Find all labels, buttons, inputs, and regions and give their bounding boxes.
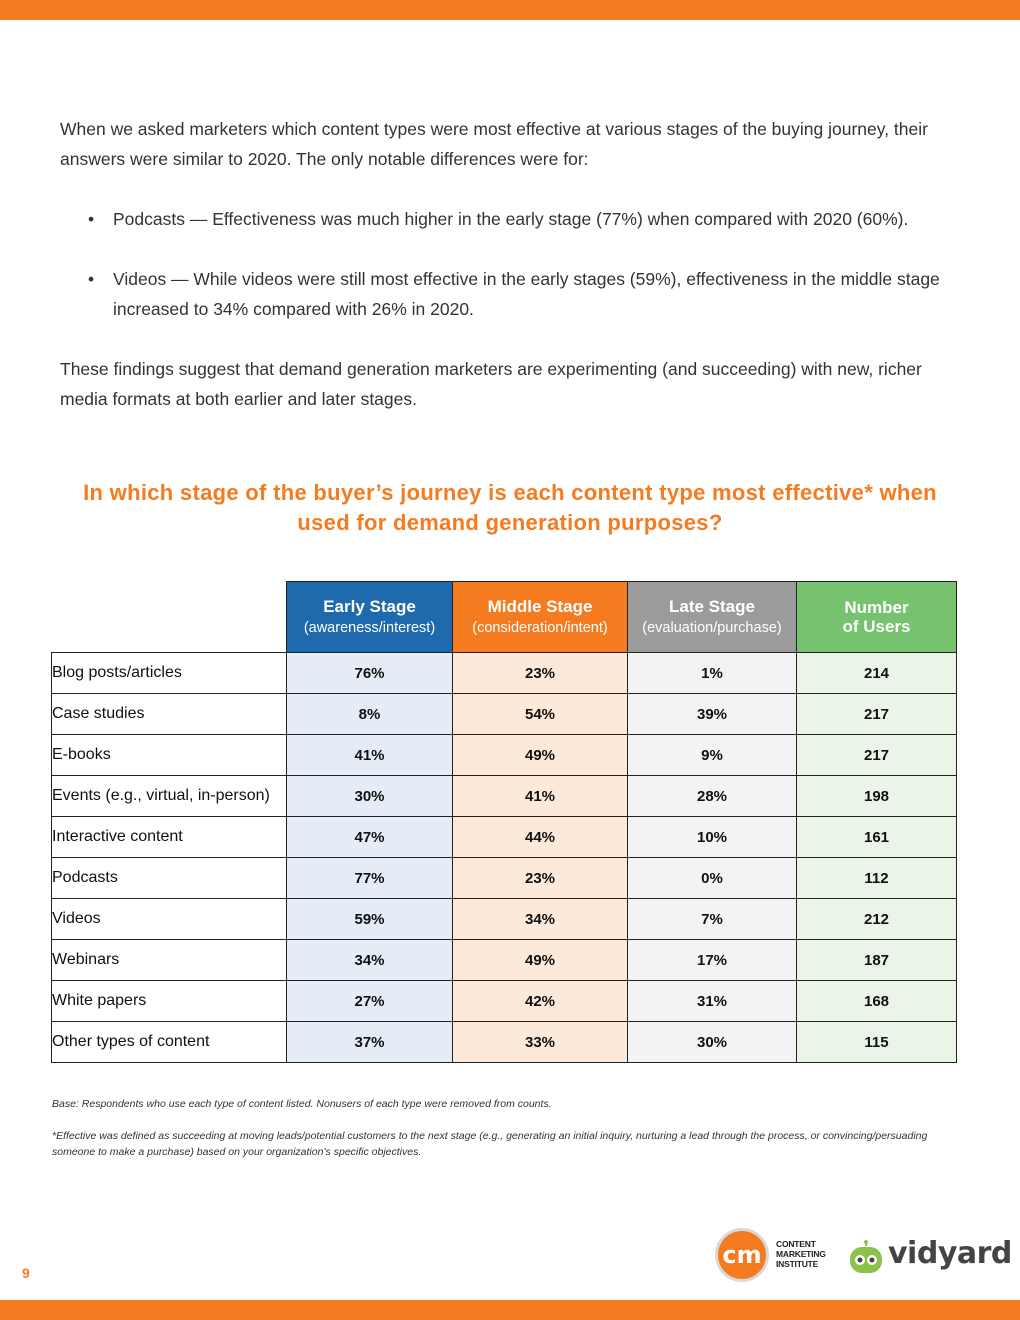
middle-stage-value: 41% [453, 776, 628, 817]
row-label: Podcasts [52, 858, 287, 899]
number-of-users-value: 217 [797, 735, 957, 776]
cmi-logo-mark: cm [715, 1228, 769, 1282]
footnotes [52, 1096, 952, 1176]
row-label: Case studies [52, 694, 287, 735]
bottom-accent-bar [0, 1300, 1020, 1320]
number-of-users-value: 198 [797, 776, 957, 817]
base-note: Base: Respondents who use each type of content listed. Nonusers of each type were removed from counts. [52, 1098, 552, 1110]
middle-stage-value: 54% [453, 694, 628, 735]
table-row [52, 940, 957, 981]
middle-stage-value: 23% [453, 653, 628, 694]
bullet-icon: • [88, 209, 95, 229]
early-stage-value: 77% [287, 858, 453, 899]
intro-paragraph-1: When we asked marketers which content types were most effective at various stages of the buying journey, their answers were similar to 2020. The only notable differences were for: [60, 119, 928, 169]
table-row [52, 858, 957, 899]
table-row [52, 981, 957, 1022]
list-item: • Podcasts — Effectiveness was much higher in the early stage (77%) when compared with 2020 (60%). [60, 204, 970, 234]
chart-title: In which stage of the buyer’s journey is each content type most effective* when used for demand generation purposes? [83, 480, 937, 535]
middle-stage-value: 49% [453, 735, 628, 776]
number-of-users-value: 214 [797, 653, 957, 694]
cmi-logo-text: CONTENT MARKETING INSTITUTE [776, 1239, 826, 1269]
table-row [52, 735, 957, 776]
early-stage-value: 37% [287, 1022, 453, 1063]
row-label: Blog posts/articles [52, 653, 287, 694]
number-of-users-value: 187 [797, 940, 957, 981]
early-stage-value: 8% [287, 694, 453, 735]
early-stage-value: 27% [287, 981, 453, 1022]
table-row [52, 817, 957, 858]
table-row [52, 694, 957, 735]
table-header-row [52, 582, 957, 653]
number-of-users-value: 161 [797, 817, 957, 858]
middle-stage-value: 44% [453, 817, 628, 858]
bullet-icon: • [88, 269, 95, 289]
row-label: Interactive content [52, 817, 287, 858]
early-stage-value: 34% [287, 940, 453, 981]
late-stage-value: 10% [628, 817, 797, 858]
definition-note: *Effective was defined as succeeding at moving leads/potential customers to the next stage (e.g., generating an initial inquiry, nurturing a lead through the process, or convincing/persuading someone to make a purchase) based on your organization’s specific objectives. [52, 1130, 928, 1158]
page-number: 9 [22, 1265, 30, 1281]
table-row [52, 1022, 957, 1063]
row-label: Webinars [52, 940, 287, 981]
late-stage-value: 9% [628, 735, 797, 776]
middle-stage-value: 49% [453, 940, 628, 981]
early-stage-value: 59% [287, 899, 453, 940]
number-of-users-value: 115 [797, 1022, 957, 1063]
findings-list [60, 204, 970, 324]
early-stage-value: 30% [287, 776, 453, 817]
header-blank-cell [52, 582, 287, 653]
late-stage-value: 30% [628, 1022, 797, 1063]
results-table [51, 581, 957, 1063]
vidyard-wordmark: vidyard [888, 1236, 1012, 1271]
early-stage-value: 76% [287, 653, 453, 694]
number-of-users-value: 212 [797, 899, 957, 940]
list-item: • Videos — While videos were still most effective in the early stages (59%), effectiveness in the middle stage increased to 34% compared with 26% in 2020. [60, 264, 970, 324]
row-label: Events (e.g., virtual, in-person) [52, 776, 287, 817]
late-stage-value: 28% [628, 776, 797, 817]
middle-stage-value: 42% [453, 981, 628, 1022]
table-row [52, 776, 957, 817]
intro-paragraph-2: These findings suggest that demand generation marketers are experimenting (and succeeding) with new, richer media formats at both earlier and later stages. [60, 359, 922, 409]
cmi-logo [715, 1228, 835, 1286]
late-stage-value: 31% [628, 981, 797, 1022]
middle-stage-value: 23% [453, 858, 628, 899]
intro-text [60, 114, 970, 414]
header-middle-stage: Middle Stage (consideration/intent) [453, 582, 628, 653]
row-label: Other types of content [52, 1022, 287, 1063]
late-stage-value: 39% [628, 694, 797, 735]
late-stage-value: 1% [628, 653, 797, 694]
row-label: White papers [52, 981, 287, 1022]
row-label: Videos [52, 899, 287, 940]
top-accent-bar [0, 0, 1020, 20]
vidyard-logo [848, 1236, 1012, 1280]
table-row [52, 899, 957, 940]
table-body [52, 653, 957, 1063]
table-row [52, 653, 957, 694]
header-early-stage: Early Stage (awareness/interest) [287, 582, 453, 653]
header-number-of-users: Number of Users [797, 582, 957, 653]
number-of-users-value: 168 [797, 981, 957, 1022]
number-of-users-value: 112 [797, 858, 957, 899]
number-of-users-value: 217 [797, 694, 957, 735]
late-stage-value: 0% [628, 858, 797, 899]
vidyard-robot-icon [848, 1239, 884, 1275]
header-late-stage: Late Stage (evaluation/purchase) [628, 582, 797, 653]
row-label: E-books [52, 735, 287, 776]
middle-stage-value: 34% [453, 899, 628, 940]
late-stage-value: 17% [628, 940, 797, 981]
middle-stage-value: 33% [453, 1022, 628, 1063]
early-stage-value: 41% [287, 735, 453, 776]
late-stage-value: 7% [628, 899, 797, 940]
early-stage-value: 47% [287, 817, 453, 858]
